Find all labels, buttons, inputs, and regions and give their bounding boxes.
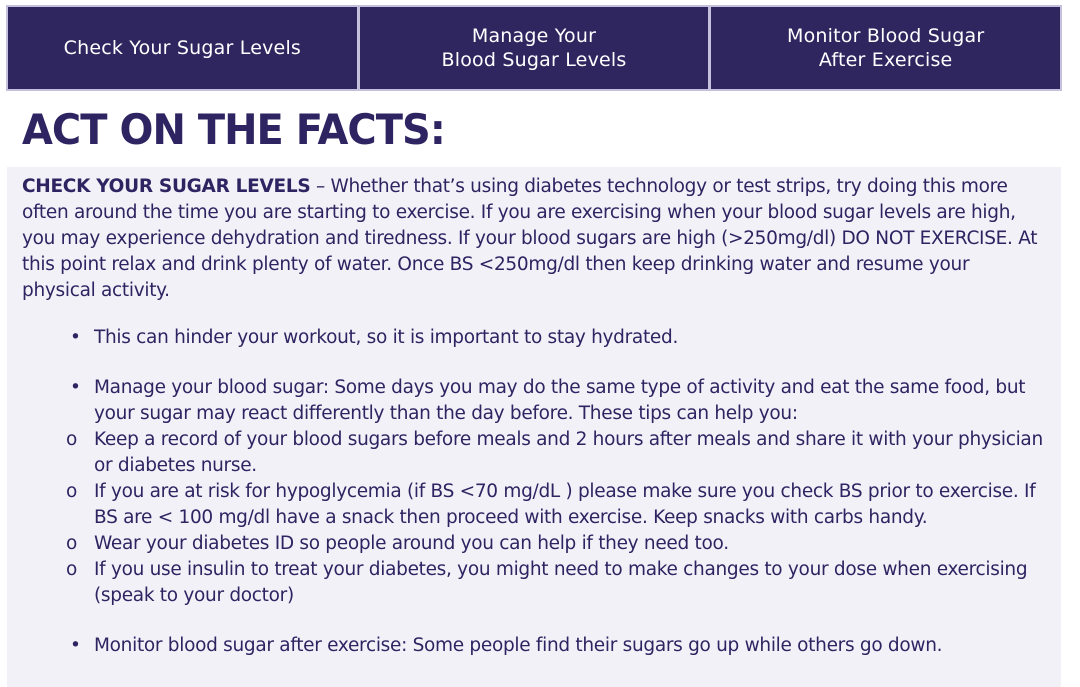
circle-bullet-icon: o bbox=[66, 429, 78, 450]
sub-list-item-text: Wear your diabetes ID so people around you can help if they need too. bbox=[94, 533, 729, 554]
sub-list bbox=[22, 427, 1047, 609]
tips-list bbox=[22, 325, 1047, 683]
intro-body: – Whether that’s using diabetes technology or test strips, try doing this more often around the time you are starting to exercise. If you are exercising when your blood sugar levels are high, you may experience dehydration and tiredness. If your blood sugars are high (>250mg/dl) DO NOT EXERCISE. At this point relax and drink plenty of water. Once BS <250mg/dl then keep drinking water and resume your physical activity. bbox=[22, 176, 1038, 301]
bullet-icon: • bbox=[70, 327, 81, 348]
list-item bbox=[22, 325, 1047, 351]
page-headline: ACT ON THE FACTS: bbox=[22, 105, 445, 154]
list-item bbox=[22, 375, 1047, 609]
sub-list-item bbox=[22, 531, 1047, 557]
tab-manage-blood-sugar-levels[interactable]: Manage Your Blood Sugar Levels bbox=[360, 7, 709, 89]
bullet-icon: • bbox=[70, 377, 81, 398]
sub-list-item-text: If you use insulin to treat your diabetes, you might need to make changes to your dose when exercising (speak to your doctor) bbox=[94, 559, 1028, 606]
circle-bullet-icon: o bbox=[66, 481, 78, 502]
tab-monitor-blood-sugar-after-exercise[interactable]: Monitor Blood Sugar After Exercise bbox=[711, 7, 1060, 89]
circle-bullet-icon: o bbox=[66, 559, 78, 580]
intro-lead: CHECK YOUR SUGAR LEVELS bbox=[22, 176, 311, 197]
list-item bbox=[22, 633, 1047, 659]
bullet-icon: • bbox=[70, 635, 81, 656]
sub-list-item bbox=[22, 479, 1047, 531]
tab-bar bbox=[6, 5, 1062, 91]
intro-paragraph bbox=[22, 174, 1047, 304]
sub-list-item-text: Keep a record of your blood sugars before meals and 2 hours after meals and share it with your physician or diabetes nurse. bbox=[94, 429, 1043, 476]
list-item-text: This can hinder your workout, so it is important to stay hydrated. bbox=[94, 327, 679, 348]
tab-check-sugar-levels[interactable]: Check Your Sugar Levels bbox=[8, 7, 357, 89]
list-item-text: Manage your blood sugar: Some days you may do the same type of activity and eat the same food, but your sugar may react differently than the day before. These tips can help you: bbox=[94, 377, 1026, 424]
list-item-text: Monitor blood sugar after exercise: Some people find their sugars go up while others go down. bbox=[94, 635, 943, 656]
sub-list-item-text: If you are at risk for hypoglycemia (if BS <70 mg/dL ) please make sure you check BS prior to exercise. If BS are < 100 mg/dl have a snack then proceed with exercise. Keep snacks with carbs handy. bbox=[94, 481, 1036, 528]
sub-list-item bbox=[22, 557, 1047, 609]
sub-list-item bbox=[22, 427, 1047, 479]
circle-bullet-icon: o bbox=[66, 533, 78, 554]
